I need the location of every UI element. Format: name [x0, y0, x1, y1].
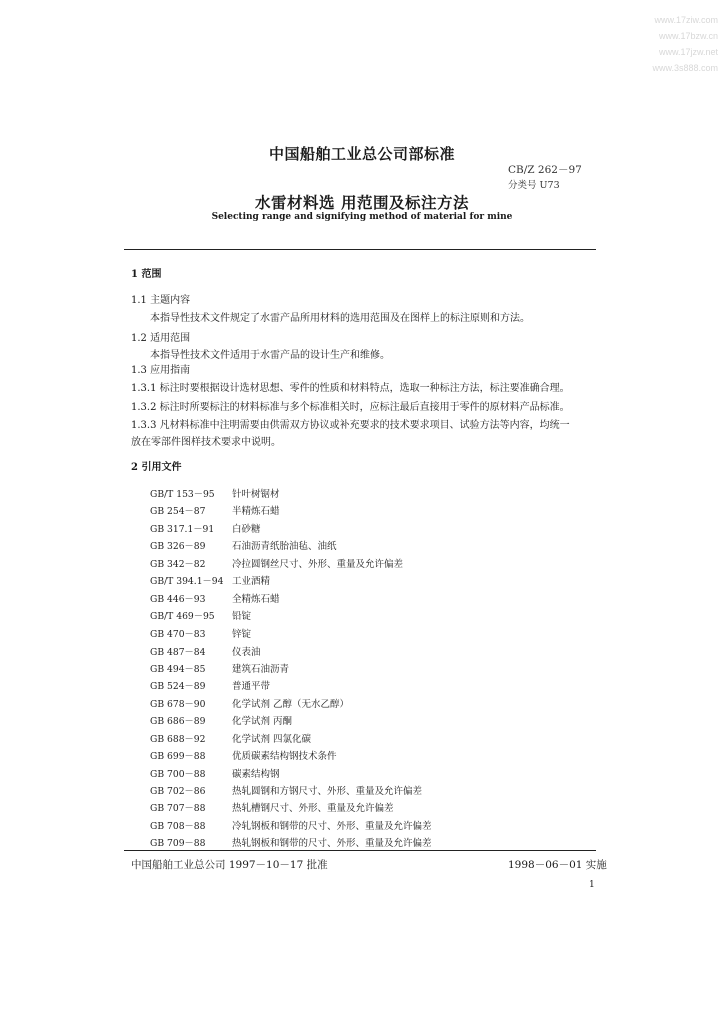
reference-title: 白砂糖 — [232, 524, 261, 535]
organization-title: 中国船舶工业总公司部标准 — [268, 145, 455, 163]
reference-title: 针叶树锯材 — [232, 489, 280, 500]
header-divider — [124, 249, 596, 250]
reference-title: 普通平带 — [232, 681, 271, 692]
reference-title: 热轧钢板和钢带的尺寸、外形、重量及允许偏差 — [232, 838, 432, 849]
watermark-line: www.17ziw.com — [654, 15, 718, 25]
reference-code: GB 342－82 — [150, 559, 206, 570]
reference-code: GB 487－84 — [150, 647, 206, 658]
subsection-heading: 1.1 主题内容 — [131, 295, 191, 306]
reference-title: 石油沥青纸胎油毡、油纸 — [232, 541, 337, 552]
reference-code: GB 317.1－91 — [150, 524, 215, 535]
reference-title: 热轧槽钢尺寸、外形、重量及允许偏差 — [232, 803, 394, 814]
reference-title: 半精炼石蜡 — [232, 506, 280, 517]
reference-code: GB 699－88 — [150, 751, 206, 762]
reference-title: 碳素结构钢 — [232, 769, 280, 780]
footer-divider — [124, 850, 596, 851]
reference-title: 建筑石油沥青 — [232, 664, 290, 675]
reference-code: GB 678－90 — [150, 699, 206, 710]
section-heading-scope: 1 范围 — [131, 269, 162, 280]
section-heading-references: 2 引用文件 — [131, 462, 182, 473]
reference-title: 冷拉圆钢丝尺寸、外形、重量及允许偏差 — [232, 559, 404, 570]
reference-code: GB 470－83 — [150, 629, 206, 640]
paragraph: 1.3.2 标注时所要标注的材料标准与多个标准相关时，应标注最后直接用于零件的原材料产品标准。 — [131, 402, 570, 413]
reference-title: 铅锭 — [232, 611, 252, 622]
reference-code: GB/T 153－95 — [150, 489, 215, 500]
reference-title: 锌锭 — [232, 629, 252, 640]
watermark — [598, 12, 718, 76]
reference-code: GB 494－85 — [150, 664, 206, 675]
paragraph: 本指导性技术文件规定了水雷产品所用材料的选用范围及在图样上的标注原则和方法。 — [150, 313, 530, 324]
watermark-line: www.17bzw.cn — [658, 31, 718, 41]
reference-code: GB 254－87 — [150, 506, 206, 517]
reference-code: GB 708－88 — [150, 821, 206, 832]
reference-code: GB 700－88 — [150, 769, 206, 780]
reference-code: GB 446－93 — [150, 594, 206, 605]
paragraph: 1.3.1 标注时要根据设计选材思想、零件的性质和材料特点，选取一种标注方法，标注要准确合理。 — [131, 383, 570, 394]
reference-title: 化学试剂 丙酮 — [232, 716, 293, 727]
reference-code: GB/T 469－95 — [150, 611, 215, 622]
reference-title: 优质碳素结构钢技术条件 — [232, 751, 337, 762]
reference-code: GB 326－89 — [150, 541, 206, 552]
reference-code: GB 686－89 — [150, 716, 206, 727]
paragraph: 放在零部件图样技术要求中说明。 — [131, 437, 281, 448]
reference-title: 化学试剂 乙醇（无水乙醇） — [232, 699, 350, 710]
reference-title: 热轧圆钢和方钢尺寸、外形、重量及允许偏差 — [232, 786, 423, 797]
subsection-heading: 1.3 应用指南 — [131, 365, 191, 376]
paragraph: 本指导性技术文件适用于水雷产品的设计生产和维修。 — [150, 350, 390, 361]
reference-code: GB 524－89 — [150, 681, 206, 692]
reference-title: 全精炼石蜡 — [232, 594, 280, 605]
watermark-line: www.17jzw.net — [658, 47, 718, 57]
reference-code: GB 688－92 — [150, 734, 206, 745]
page-number: 1 — [589, 880, 595, 890]
subsection-heading: 1.2 适用范围 — [131, 333, 191, 344]
reference-code: GB 702－86 — [150, 786, 206, 797]
document-title: 水雷材料选 用范围及标注方法 — [255, 193, 469, 212]
reference-title: 化学试剂 四氯化碳 — [232, 734, 312, 745]
reference-code: GB 707－88 — [150, 803, 206, 814]
classification-number: 分类号 U73 — [508, 180, 560, 191]
approval-note: 中国船舶工业总公司 1997－10－17 批准 — [131, 859, 328, 871]
reference-title: 工业酒精 — [232, 576, 271, 587]
reference-code: GB 709－88 — [150, 838, 206, 849]
reference-title: 仪表油 — [232, 647, 261, 658]
reference-title: 冷轧钢板和钢带的尺寸、外形、重量及允许偏差 — [232, 821, 432, 832]
english-title: Selecting range and signifying method of material for mine — [211, 212, 513, 222]
reference-code: GB/T 394.1－94 — [150, 576, 224, 587]
paragraph: 1.3.3 凡材料标准中注明需要由供需双方协议或补充要求的技术要求项目、试验方法等内容，均统一 — [131, 420, 570, 431]
watermark-line: www.3s888.com — [652, 63, 718, 73]
standard-code: CB/Z 262－97 — [508, 164, 582, 176]
effective-date: 1998－06－01 实施 — [508, 859, 607, 871]
